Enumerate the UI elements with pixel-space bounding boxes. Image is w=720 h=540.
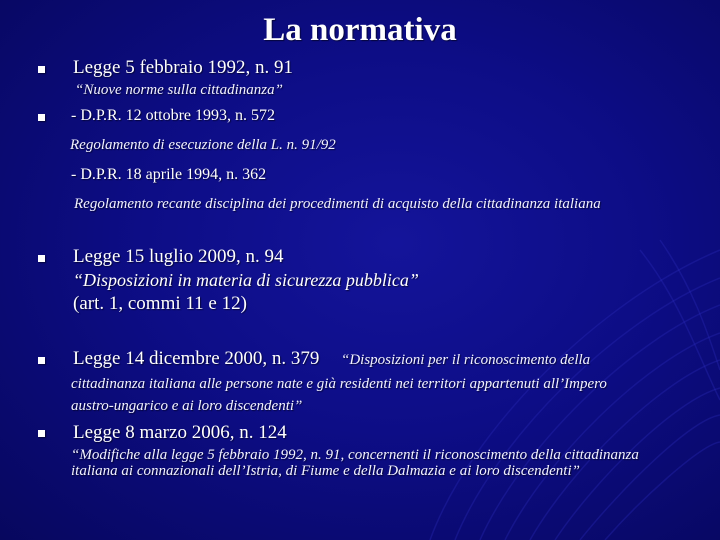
law-subtitle-dpr-572: Regolamento di esecuzione della L. n. 91/92 [70, 137, 336, 153]
square-bullet-icon [38, 430, 45, 437]
square-bullet-icon [38, 114, 45, 121]
law-title-2009: Legge 15 luglio 2009, n. 94 [73, 246, 284, 267]
law-description-2006: “Modifiche alla legge 5 febbraio 1992, n. 91, concernenti il riconoscimento della cittadinanza italiana ai connazionali dell’Istria, di Fiume e della Dalmazia e ai loro discendenti” [71, 447, 639, 479]
law-subtitle-2009: “Disposizioni in materia di sicurezza pubblica” [73, 270, 419, 290]
law-title-dpr-572: - D.P.R. 12 ottobre 1993, n. 572 [71, 107, 275, 124]
law-detail-2009: (art. 1, commi 11 e 12) [73, 293, 247, 314]
square-bullet-icon [38, 66, 45, 73]
law-subtitle-dpr-362: Regolamento recante disciplina dei procedimenti di acquisto della cittadinanza italiana [74, 196, 601, 212]
law-title-2000: Legge 14 dicembre 2000, n. 379 [73, 348, 320, 369]
law-title-1992: Legge 5 febbraio 1992, n. 91 [73, 57, 294, 78]
square-bullet-icon [38, 255, 45, 262]
law-description-2000: cittadinanza italiana alle persone nate e già residenti nei territori appartenuti all’Impero austro-ungarico e ai loro discendenti” [71, 376, 607, 414]
law-title-2006: Legge 8 marzo 2006, n. 124 [73, 422, 287, 443]
square-bullet-icon [38, 357, 45, 364]
law-subtitle-2000: “Disposizioni per il riconoscimento della [341, 352, 591, 368]
slide-title: La normativa [263, 12, 457, 48]
law-subtitle-1992: “Nuove norme sulla cittadinanza” [75, 82, 283, 98]
law-title-dpr-362: - D.P.R. 18 aprile 1994, n. 362 [71, 166, 267, 183]
